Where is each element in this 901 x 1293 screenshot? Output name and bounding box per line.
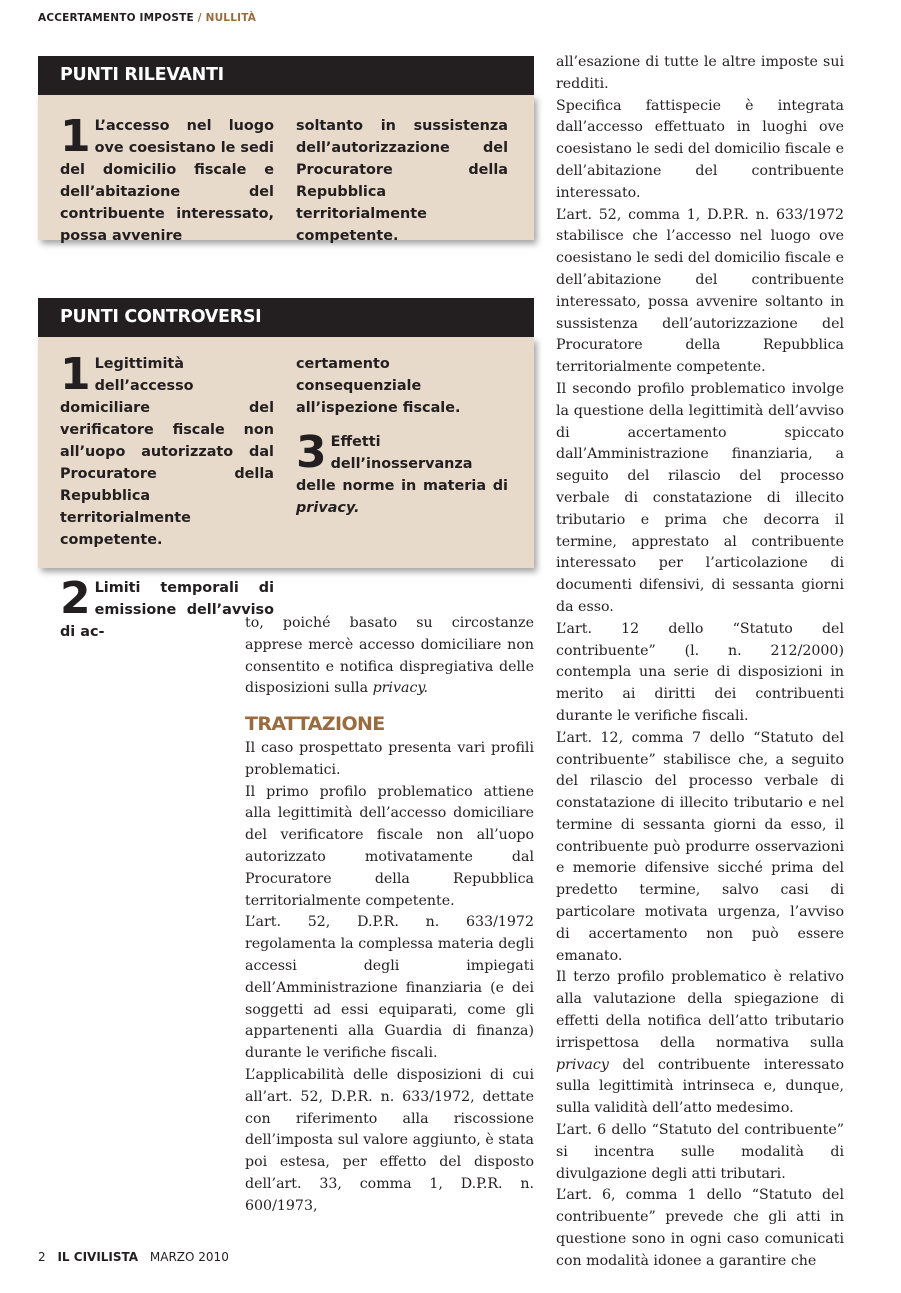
punti-rilevanti-title: PUNTI RILEVANTI	[60, 65, 224, 85]
paragraph: L’art. 6 dello “Statuto del contribuente” si incentra sulle modalità di divulgazione degli atti tributari.	[556, 1122, 844, 1182]
punti-controversi-title: PUNTI CONTROVERSI	[60, 307, 262, 327]
header-separator: /	[197, 12, 202, 24]
paragraph: L’art. 52, comma 1, D.P.R. n. 633/1972 stabilisce che l’accesso nel luogo ove coesistano le sedi del domicilio fiscale e dell’abitazione del contribuente interessato, possa avvenire soltanto in sussistenza dell’autorizzazione del Procuratore della Repubblica territorialmente competente.	[556, 206, 844, 376]
item-number: 3	[296, 427, 327, 478]
paragraph-italic: privacy	[556, 1056, 609, 1073]
paragraph: all’esazione di tutte le altre imposte sui redditi.	[556, 54, 844, 92]
paragraph-text: Il terzo profilo problematico è relativo alla valutazione della spiegazione di effetti della notifica dell’atto tributario irrispettosa della normativa sulla	[556, 969, 844, 1051]
box1-column-left	[60, 111, 274, 247]
item-text-continued: soltanto in sussistenza dell’autorizzazione del Procuratore della Repubblica territorialmente competente.	[296, 118, 508, 244]
controverso-item-3	[296, 427, 508, 519]
box2-column-right	[296, 353, 508, 545]
page-footer	[38, 1250, 229, 1264]
item-text: L’accesso nel luogo ove coesistano le sedi del domicilio fiscale e dell’abitazione del contribuente interessato, possa avvenire	[60, 118, 274, 244]
paragraph: Il caso prospettato presenta vari profili problematici.	[245, 739, 534, 778]
item-text: Effetti dell’inosservanza delle norme in materia di	[296, 434, 508, 494]
paragraph-italic: privacy.	[372, 680, 429, 697]
paragraph-text: del contribuente interessato sulla legittimità intrinseca e, dunque, sulla validità dell’atto medesimo.	[556, 1056, 844, 1117]
paragraph	[556, 967, 844, 1120]
paragraph: Il secondo profilo problematico involge la questione della legittimità dell’avviso di accertamento spiccato dall’Amministrazione finanziaria, a seguito del rilascio del processo verbale di constatazione di illecito tributario e prima che decorra il termine, apprestato al contribuente interessato per l’articolazione di documenti difensivi, di sessanta giorni da esso.	[556, 380, 844, 615]
issue-date: MARZO 2010	[149, 1250, 229, 1264]
item-text: Limiti temporali di emissione dell’avviso di ac-	[60, 580, 274, 640]
box2-column-left	[60, 349, 274, 669]
paragraph: L’applicabilità delle disposizioni di cui all’art. 52, D.P.R. n. 633/1972, dettate con riferimento alla riscossione dell’imposta sul valore aggiunto, è stata poi estesa, per effetto del disposto dell’art. 33, comma 1, D.P.R. n. 600/1973,	[245, 1066, 534, 1214]
punti-rilevanti-box	[38, 65, 534, 244]
item-text-italic: privacy.	[296, 500, 360, 516]
paragraph: L’art. 52, D.P.R. n. 633/1972 regolamenta la complessa materia degli accessi degli impiegati dell’Amministrazione finanziaria (e dei soggetti ad essi equiparati, come gli appartenenti alla Guardia di finanza) durante le verifiche fiscali.	[245, 914, 534, 1062]
paragraph: L’art. 6, comma 1 dello “Statuto del contribuente” prevede che gli atti in questione sono in ogni caso comunicati con modalità idonee a garantire che	[556, 1187, 844, 1269]
paragraph	[245, 613, 534, 700]
item-number: 1	[60, 349, 91, 400]
item-text: Legittimità dell’accesso domiciliare del verificatore fiscale non all’uopo autorizzato dal Procuratore della Repubblica territorialmente competente.	[60, 356, 274, 548]
section-heading: TRATTAZIONE	[245, 713, 385, 736]
subsection-title: NULLITÀ	[205, 12, 257, 24]
publication-name: IL CIVILISTA	[57, 1250, 139, 1264]
punti-rilevanti-bar	[38, 56, 534, 98]
punti-controversi-bar	[38, 298, 534, 340]
page-number: 2	[38, 1250, 46, 1264]
punti-controversi-box	[38, 307, 534, 640]
paragraph-text: to, poiché basato su circostanze apprese mercè accesso domiciliare non consentito e notifica dispregiativa delle disposizioni sulla	[245, 615, 534, 697]
paragraph: Il primo profilo problematico attiene alla legittimità dell’accesso domiciliare del verificatore fiscale non all’uopo autorizzato motivatamente dal Procuratore della Repubblica territorialmente competente.	[245, 783, 534, 909]
item-text-continued: certamento consequenziale all’ispezione fiscale.	[296, 356, 461, 416]
controverso-item-1	[60, 349, 274, 551]
item-number: 1	[60, 111, 91, 162]
box1-column-right	[296, 115, 508, 247]
paragraph: L’art. 12, comma 7 dello “Statuto del contribuente” stabilisce che, a seguito del rilascio del processo verbale di constatazione di illecito tributario e nel termine di sessanta giorni da esso, il contribuente può produrre osservazioni e memorie difensive sicché prima del predetto termine, salvo casi di particolare motivata urgenza, l’avviso di accertamento non può essere emanato.	[556, 729, 844, 964]
paragraph: Specifica fattispecie è integrata dall’accesso effettuato in luoghi ove coesistano le sedi del domicilio fiscale e dell’abitazione del contribuente interessato.	[556, 97, 844, 201]
body-column-right	[556, 52, 844, 1273]
section-title: ACCERTAMENTO IMPOSTE	[38, 12, 194, 24]
running-header	[38, 12, 256, 24]
controverso-item-2	[60, 573, 274, 643]
paragraph: L’art. 12 dello “Statuto del contribuente” (l. n. 212/2000) contempla una serie di disposizioni in merito ai diritti dei contribuenti durante le verifiche fiscali.	[556, 620, 844, 724]
controverso-item-2-continued	[296, 353, 508, 419]
body-column-left	[245, 613, 534, 1218]
item-number: 2	[60, 573, 91, 624]
